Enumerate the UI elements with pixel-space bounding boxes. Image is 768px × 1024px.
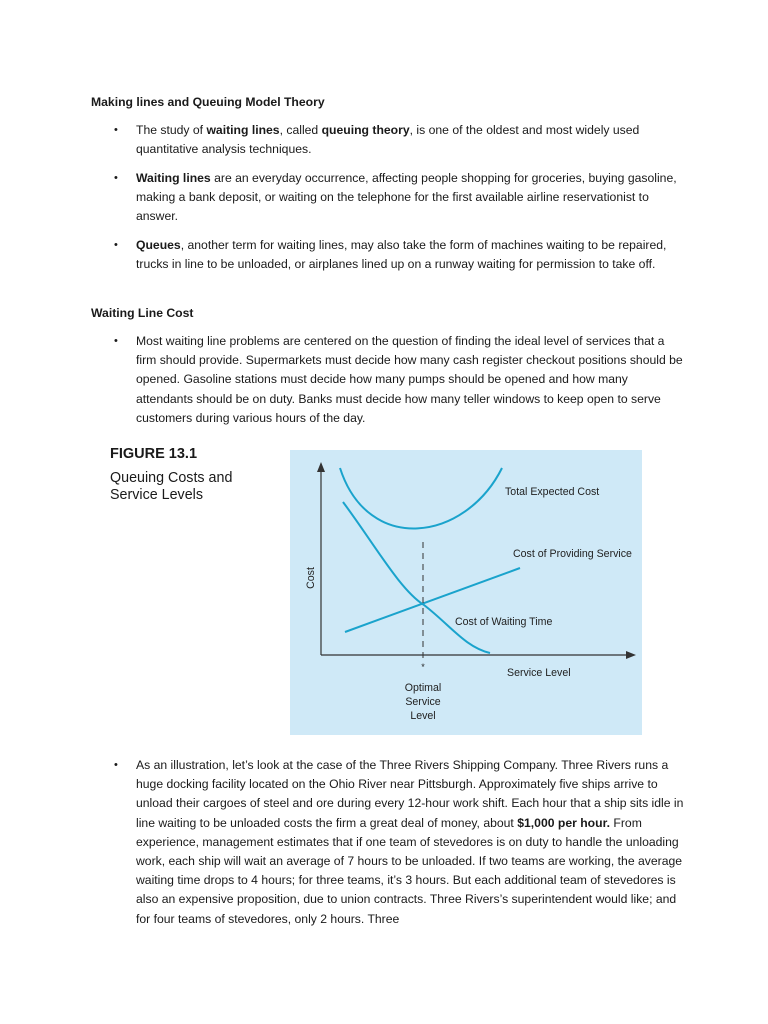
bullet-marker: • xyxy=(114,172,118,184)
paragraph-three-rivers-example: As an illustration, let’s look at the case of the Three Rivers Shipping Company. Three Rivers runs a huge docking facility located on the Ohio River near Pittsburgh. Approximately five ships arrive to unload their cargoes of steel and ore during every 12-hour work shift. Each hour that a ship sits idle in line waiting to be unloaded costs the firm a great deal of money, about $1,000 per hour. From experience, management estimates that if one team of stevedores is on duty to handle the unloading work, each ship will wait an average of 7 hours to be unloaded. If two teams are working, the average waiting time drops to 4 hours; for three teams, it’s 3 hours. But each additional team of stevedores is also an expensive proposition, due to union contracts. Three Rivers’s superintendent would like; and for four teams of stevedores, only 2 hours. Three xyxy=(136,758,684,926)
label-optimal-line3: Level xyxy=(410,710,436,722)
label-service-level-axis: Service Level xyxy=(507,667,571,679)
paragraph-queues: Queues, another term for waiting lines, may also take the form of machines waiting to be repaired, trucks in line to be unloaded, or airplanes lined up on a runway waiting for permission to take off. xyxy=(136,238,667,272)
label-optimal-line2: Service xyxy=(405,696,441,708)
label-cost-of-waiting-time: Cost of Waiting Time xyxy=(455,616,553,628)
label-cost-axis: Cost xyxy=(305,567,317,589)
bullet-marker: • xyxy=(114,759,118,771)
paragraph-service-levels: Most waiting line problems are centered on the question of finding the ideal level of services that a firm should provide. Supermarkets must decide how many cash register checkout positions should be opened. Gasoline stations must decide how many pumps should be opened and how many attendants should be on duty. Banks must decide how many teller windows to keep open to serve customers during various hours of the day. xyxy=(136,334,683,425)
bullet-marker: • xyxy=(114,239,118,251)
bullet-marker: • xyxy=(114,335,118,347)
bullet-marker: • xyxy=(114,124,118,136)
figure-label: FIGURE 13.1 xyxy=(110,446,198,462)
label-total-expected-cost: Total Expected Cost xyxy=(505,486,600,498)
section-heading-waiting-line-cost: Waiting Line Cost xyxy=(91,306,194,320)
figure-title: Queuing Costs and Service Levels xyxy=(110,470,233,503)
label-optimal-line1: Optimal xyxy=(404,682,442,694)
paragraph-waiting-lines-study: The study of waiting lines, called queuing theory, is one of the oldest and most widely used quantitative analysis techniques. xyxy=(136,123,640,157)
paragraph-everyday-occurrence: Waiting lines are an everyday occurrence, affecting people shopping for groceries, buying gasoline, making a bank deposit, or waiting on the telephone for the first available airline reservationist to answer. xyxy=(136,171,677,224)
label-cost-of-providing-service: Cost of Providing Service xyxy=(513,548,632,560)
section-heading-queuing-theory: Making lines and Queuing Model Theory xyxy=(91,95,325,109)
optimal-marker: * xyxy=(421,662,425,672)
queuing-cost-figure xyxy=(290,450,642,735)
